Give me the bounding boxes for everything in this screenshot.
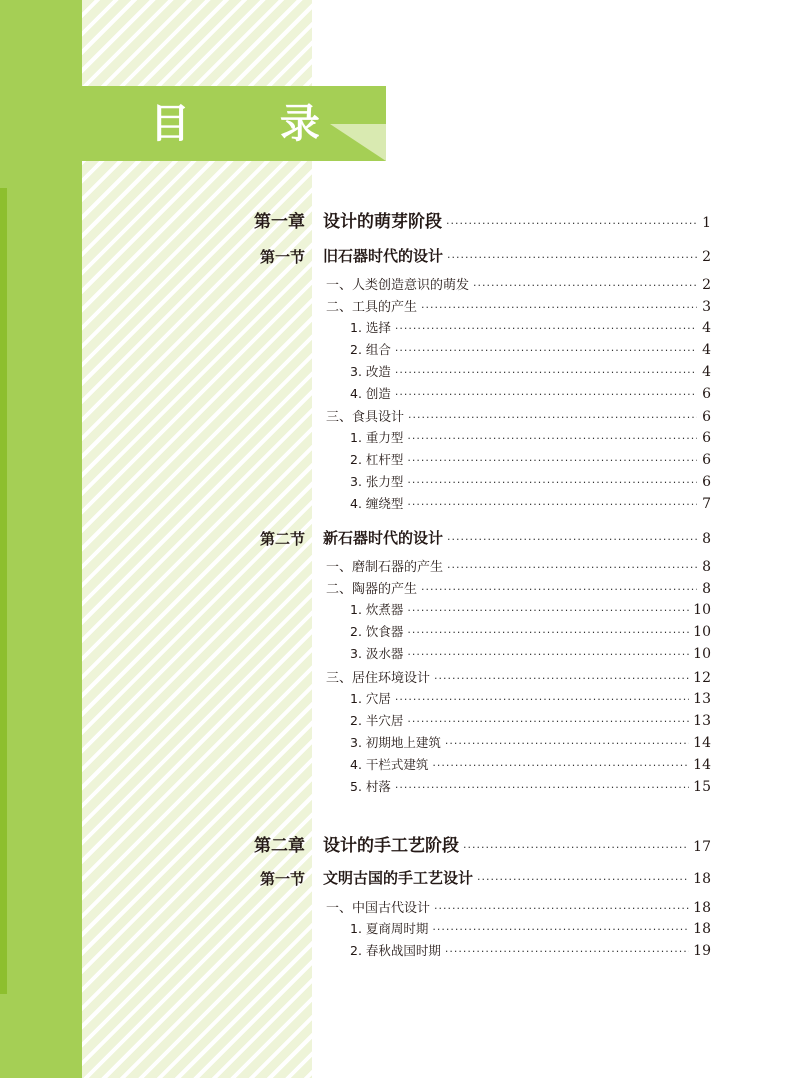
dot-leader (407, 604, 689, 617)
toc-entry-title: 1. 夏商周时期 (350, 921, 429, 936)
dot-leader (447, 533, 697, 546)
dot-leader (395, 388, 697, 401)
toc-entry-title: 三、食具设计 (326, 410, 405, 425)
dot-leader (434, 672, 689, 685)
toc-entry-title: 4. 创造 (350, 386, 391, 401)
toc-entry-title: 3. 张力型 (350, 474, 404, 489)
toc-entry[interactable] (350, 941, 711, 959)
toc-entry-title: 3. 汲水器 (350, 646, 404, 661)
toc-entry-title: 1. 炊煮器 (350, 602, 404, 617)
toc-page-number: 14 (693, 757, 711, 773)
toc-page-number: 8 (702, 559, 711, 575)
toc-entry[interactable] (350, 755, 711, 773)
dot-leader (432, 759, 689, 772)
toc-entry-title: 文明古国的手工艺设计 (323, 869, 474, 887)
toc-entry[interactable] (323, 867, 711, 888)
section-label: 第一节 (259, 870, 305, 888)
toc-page-number: 7 (702, 496, 711, 512)
toc-entry-title: 一、磨制石器的产生 (326, 560, 444, 575)
toc-page-number: 1 (702, 215, 711, 231)
toc-entry[interactable] (350, 494, 711, 512)
dot-leader (407, 715, 689, 728)
toc-entry-title: 4. 缠绕型 (350, 496, 404, 511)
dot-leader (447, 251, 697, 264)
toc-entry[interactable] (350, 733, 711, 751)
dot-leader (395, 322, 697, 335)
dot-leader (421, 301, 697, 314)
dot-leader (395, 366, 697, 379)
dot-leader (395, 693, 689, 706)
toc-entry-title: 1. 穴居 (350, 691, 391, 706)
toc-entry[interactable] (326, 274, 711, 293)
toc-page-number: 6 (702, 430, 711, 446)
edge-accent-line (0, 188, 7, 994)
toc-entry[interactable] (326, 556, 711, 575)
toc-entry-title: 2. 春秋战国时期 (350, 943, 441, 958)
toc-entry[interactable] (326, 667, 711, 686)
section-label: 第一节 (259, 248, 305, 266)
toc-entry[interactable] (350, 777, 711, 795)
toc-entry[interactable] (350, 689, 711, 707)
toc-entry[interactable] (350, 340, 711, 358)
toc-entry[interactable] (350, 622, 711, 640)
dot-leader (421, 583, 697, 596)
green-side-bar (0, 0, 82, 1078)
toc-entry[interactable] (350, 919, 711, 937)
dot-leader (407, 648, 689, 661)
toc-entry-title: 1. 重力型 (350, 430, 404, 445)
toc-page-number: 19 (693, 943, 711, 959)
toc-entry-title: 新石器时代的设计 (323, 529, 444, 547)
toc-entry-title: 2. 组合 (350, 342, 391, 357)
toc-page-number: 10 (693, 624, 711, 640)
toc-entry-title: 5. 村落 (350, 779, 391, 794)
toc-entry-title: 设计的手工艺阶段 (323, 836, 459, 856)
toc-entry[interactable] (326, 578, 711, 597)
toc-page-number: 12 (693, 670, 711, 686)
toc-entry[interactable] (323, 207, 711, 232)
toc-entry-title: 三、居住环境设计 (326, 671, 431, 686)
toc-entry-title: 3. 初期地上建筑 (350, 735, 441, 750)
dot-leader (407, 476, 697, 489)
toc-entry-title: 4. 干栏式建筑 (350, 757, 429, 772)
dot-leader (445, 737, 689, 750)
toc-page-number: 14 (693, 735, 711, 751)
toc-entry[interactable] (323, 527, 711, 548)
dot-leader (407, 626, 689, 639)
toc-entry[interactable] (350, 318, 711, 336)
toc-page-number: 8 (702, 531, 711, 547)
toc-page-number: 2 (702, 249, 711, 265)
toc-entry-title: 一、人类创造意识的萌发 (326, 278, 470, 293)
toc-entry[interactable] (326, 406, 711, 425)
dot-leader (473, 279, 697, 292)
chapter-label: 第二章 (254, 836, 305, 856)
toc-page-number: 17 (693, 839, 711, 855)
toc-entry-title: 二、工具的产生 (326, 300, 418, 315)
toc-entry-title: 旧石器时代的设计 (323, 247, 444, 265)
toc-entry-title: 设计的萌芽阶段 (323, 212, 442, 232)
toc-entry[interactable] (350, 472, 711, 490)
toc-page-number: 10 (693, 602, 711, 618)
chapter-label: 第一章 (254, 212, 305, 232)
dot-leader (446, 217, 697, 230)
toc-entry[interactable] (323, 245, 711, 266)
dot-leader (447, 561, 697, 574)
toc-entry-title: 2. 半穴居 (350, 713, 404, 728)
toc-entry[interactable] (326, 897, 711, 916)
toc-page-number: 18 (693, 921, 711, 937)
dot-leader (395, 781, 689, 794)
section-label: 第二节 (259, 530, 305, 548)
toc-entry-title: 1. 选择 (350, 320, 391, 335)
toc-page-number: 6 (702, 386, 711, 402)
toc-entry[interactable] (350, 711, 711, 729)
toc-page-number: 6 (702, 452, 711, 468)
toc-entry[interactable] (323, 831, 711, 856)
toc-page-number: 4 (702, 320, 711, 336)
toc-entry-title: 二、陶器的产生 (326, 582, 418, 597)
dot-leader (395, 344, 697, 357)
dot-leader (434, 902, 689, 915)
toc-entry[interactable] (350, 428, 711, 446)
dot-leader (407, 432, 697, 445)
toc-page-number: 13 (693, 713, 711, 729)
toc-page-number: 3 (702, 299, 711, 315)
toc-entry-title: 2. 杠杆型 (350, 452, 404, 467)
toc-entry-title: 3. 改造 (350, 364, 391, 379)
dot-leader (432, 923, 689, 936)
toc-entry-title: 一、中国古代设计 (326, 901, 431, 916)
toc-entry[interactable] (350, 450, 711, 468)
dot-leader (445, 945, 689, 958)
dot-leader (463, 841, 689, 854)
toc-entry[interactable] (350, 600, 711, 618)
dot-leader (477, 873, 689, 886)
toc-page-number: 6 (702, 474, 711, 490)
toc-page-number: 18 (693, 871, 711, 887)
toc-page-number: 6 (702, 409, 711, 425)
toc-page-number: 2 (702, 277, 711, 293)
toc-page-number: 18 (693, 900, 711, 916)
dot-leader (407, 498, 697, 511)
dot-leader (407, 454, 697, 467)
toc-page-number: 10 (693, 646, 711, 662)
page-title: 目 录 (150, 101, 358, 147)
toc-entry[interactable] (350, 384, 711, 402)
toc-entry-title: 2. 饮食器 (350, 624, 404, 639)
toc-page-number: 13 (693, 691, 711, 707)
toc-page-number: 15 (693, 779, 711, 795)
toc-entry[interactable] (350, 644, 711, 662)
toc-page-number: 8 (702, 581, 711, 597)
dot-leader (408, 411, 697, 424)
toc-page-number: 4 (702, 364, 711, 380)
toc-entry[interactable] (326, 296, 711, 315)
toc-entry[interactable] (350, 362, 711, 380)
toc-page-number: 4 (702, 342, 711, 358)
